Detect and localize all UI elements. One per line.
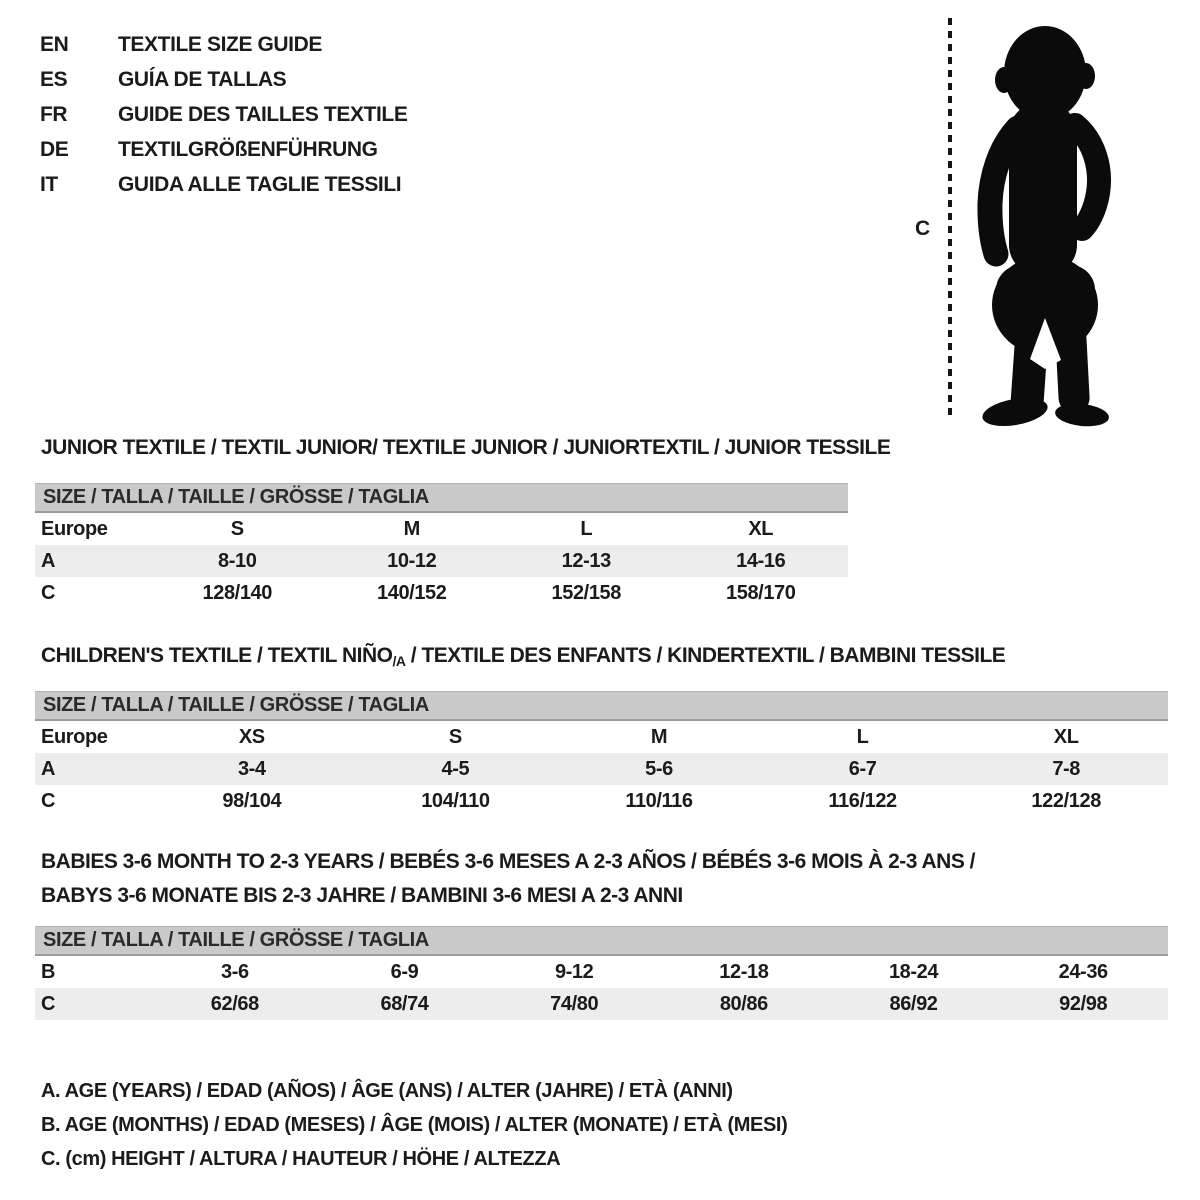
row-label: Europe — [41, 517, 108, 540]
size-header-label: SIZE / TALLA / TAILLE / GRÖSSE / TAGLIA — [43, 929, 429, 951]
guide-title-de: TEXTILGRÖßENFÜHRUNG — [118, 137, 378, 161]
table-cell: 12-13 — [561, 549, 611, 572]
language-row-it — [40, 167, 407, 202]
guide-title-es: GUÍA DE TALLAS — [118, 67, 287, 91]
row-label: C — [41, 789, 56, 812]
guide-title-en: TEXTILE SIZE GUIDE — [118, 32, 322, 56]
table-cell: 18-24 — [888, 960, 939, 983]
language-code: DE — [40, 137, 69, 161]
guide-title-fr: GUIDE DES TAILLES TEXTILE — [118, 102, 408, 126]
language-row-en — [40, 27, 407, 62]
table-row-months — [35, 956, 1168, 988]
column-header: S — [448, 725, 462, 748]
legend-height-cm: C. (cm) HEIGHT / ALTURA / HAUTEUR / HÖHE / ALTEZZA — [41, 1147, 561, 1170]
table-row-age — [35, 753, 1168, 785]
measurement-legend — [41, 1074, 787, 1176]
table-cell: 152/158 — [551, 581, 621, 604]
children-size-table — [35, 691, 1168, 817]
babies-size-table — [35, 926, 1168, 1020]
language-row-fr — [40, 97, 407, 132]
column-header: M — [650, 725, 668, 748]
junior-size-table — [35, 483, 848, 609]
table-cell: 86/92 — [889, 992, 938, 1015]
table-cell: 92/98 — [1059, 992, 1108, 1015]
table-cell: 8-10 — [218, 549, 257, 572]
table-cell: 158/170 — [726, 581, 796, 604]
children-title-suffix: / TEXTILE DES ENFANTS / KINDERTEXTIL / BAMBINI TESSILE — [405, 644, 1006, 667]
row-label: A — [41, 549, 56, 572]
junior-section-title: JUNIOR TEXTILE / TEXTIL JUNIOR/ TEXTILE JUNIOR / JUNIORTEXTIL / JUNIOR TESSILE — [41, 436, 891, 459]
table-cell: 12-18 — [719, 960, 769, 983]
babies-section-title — [41, 845, 975, 913]
language-row-de — [40, 132, 407, 167]
table-cell: 80/86 — [719, 992, 768, 1015]
table-cell: 62/68 — [210, 992, 259, 1015]
babies-title-line1: BABIES 3-6 MONTH TO 2-3 YEARS / BEBÉS 3-6 MESES A 2-3 AÑOS / BÉBÉS 3-6 MOIS À 2-3 ANS / — [41, 850, 976, 873]
table-cell: 3-4 — [237, 757, 266, 780]
size-header-bar — [35, 483, 848, 513]
table-row-height — [35, 785, 1168, 817]
column-header: XL — [1053, 725, 1079, 748]
toddler-silhouette-icon — [963, 13, 1138, 430]
table-cell: 6-7 — [848, 757, 877, 780]
guide-title-it: GUIDA ALLE TAGLIE TESSILI — [118, 172, 402, 196]
column-header: L — [856, 725, 869, 748]
table-cell: 14-16 — [736, 549, 786, 572]
table-cell: 9-12 — [554, 960, 594, 983]
table-cell: 7-8 — [1052, 757, 1081, 780]
size-header-label: SIZE / TALLA / TAILLE / GRÖSSE / TAGLIA — [43, 694, 429, 716]
table-cell: 6-9 — [390, 960, 419, 983]
table-cell: 128/140 — [202, 581, 272, 604]
height-measure-dashed-line — [948, 18, 952, 416]
column-header: XS — [238, 725, 265, 748]
table-row-age — [35, 545, 848, 577]
table-row-europe — [35, 513, 848, 545]
children-title-prefix: CHILDREN'S TEXTILE / TEXTIL NIÑO — [41, 644, 393, 667]
legend-age-months: B. AGE (MONTHS) / EDAD (MESES) / ÂGE (MOIS) / ALTER (MONATE) / ETÀ (MESI) — [41, 1113, 788, 1136]
row-label: C — [41, 992, 56, 1015]
row-label: Europe — [41, 725, 108, 748]
size-header-bar — [35, 691, 1168, 721]
children-title-subscript: /A — [392, 653, 406, 669]
table-cell: 4-5 — [441, 757, 470, 780]
language-title-block — [40, 27, 407, 202]
table-cell: 68/74 — [380, 992, 429, 1015]
height-measure-label: C — [915, 217, 931, 240]
table-cell: 140/152 — [377, 581, 447, 604]
table-cell: 5-6 — [645, 757, 673, 780]
table-cell: 10-12 — [387, 549, 437, 572]
language-code: ES — [40, 67, 68, 91]
row-label: C — [41, 581, 56, 604]
table-cell: 74/80 — [550, 992, 599, 1015]
legend-age-years: A. AGE (YEARS) / EDAD (AÑOS) / ÂGE (ANS) / ALTER (JAHRE) / ETÀ (ANNI) — [41, 1079, 733, 1102]
column-header: XL — [748, 517, 774, 540]
size-header-bar — [35, 926, 1168, 956]
table-row-europe — [35, 721, 1168, 753]
language-code: FR — [40, 102, 68, 126]
table-cell: 104/110 — [421, 789, 490, 812]
table-cell: 98/104 — [222, 789, 282, 812]
table-row-height — [35, 988, 1168, 1020]
row-label: A — [41, 757, 56, 780]
table-cell: 3-6 — [220, 960, 249, 983]
column-header: S — [230, 517, 244, 540]
babies-title-line2: BABYS 3-6 MONATE BIS 2-3 JAHRE / BAMBINI 3-6 MESI A 2-3 ANNI — [41, 884, 683, 907]
table-cell: 122/128 — [1031, 789, 1101, 812]
table-row-height — [35, 577, 848, 609]
children-section-title — [41, 644, 1005, 669]
table-cell: 24-36 — [1058, 960, 1108, 983]
column-header: M — [403, 517, 420, 540]
language-row-es — [40, 62, 407, 97]
column-header: L — [580, 517, 593, 540]
table-cell: 110/116 — [625, 789, 693, 812]
language-code: EN — [40, 32, 69, 56]
row-label: B — [41, 960, 56, 983]
size-header-label: SIZE / TALLA / TAILLE / GRÖSSE / TAGLIA — [43, 486, 429, 508]
table-cell: 116/122 — [828, 789, 897, 812]
language-code: IT — [40, 172, 58, 196]
